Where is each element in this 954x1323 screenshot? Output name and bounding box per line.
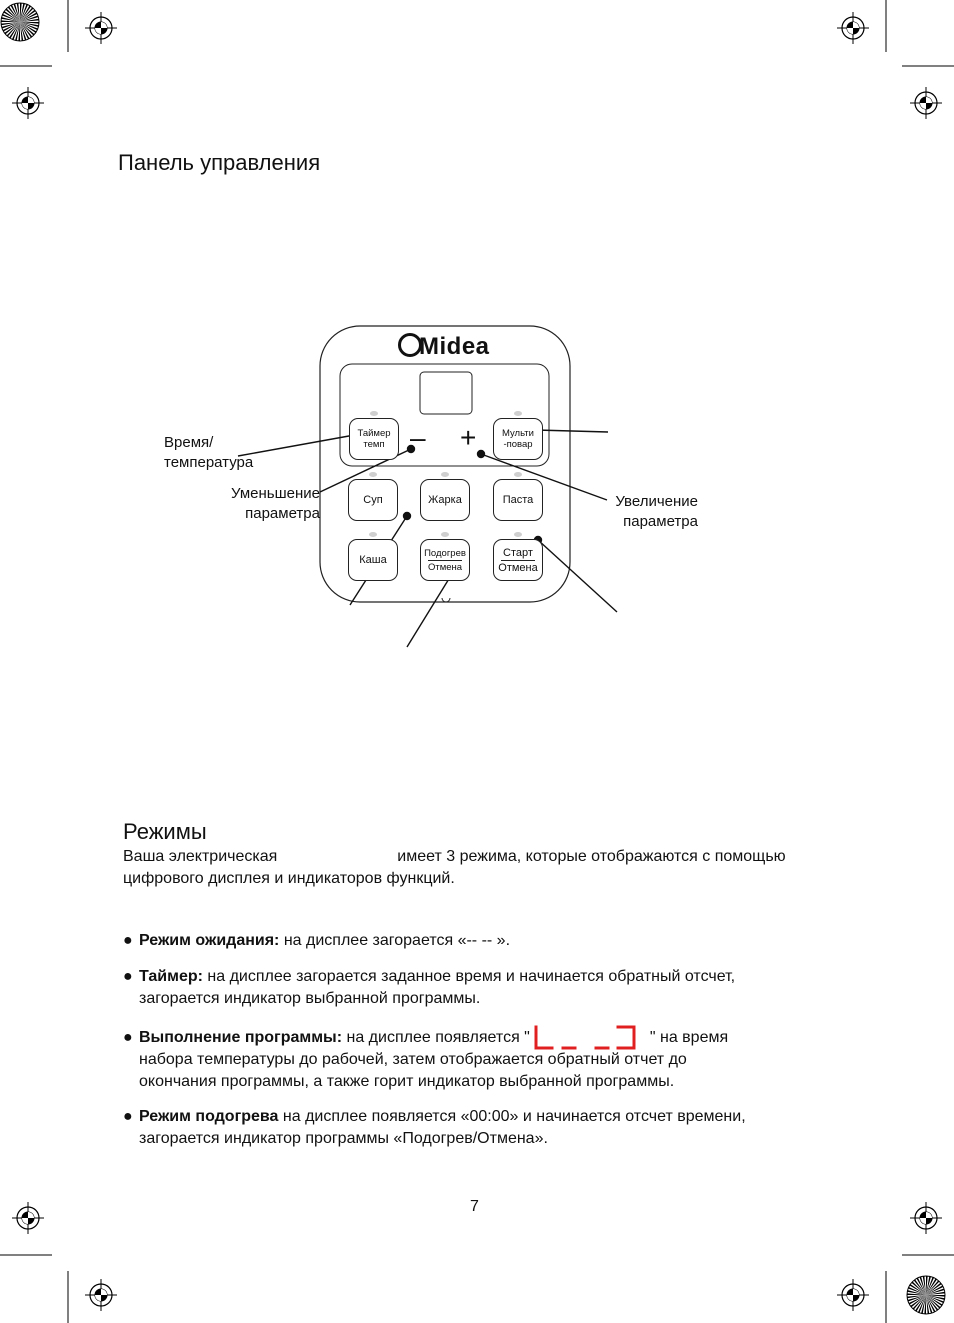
mode-standby: ● Режим ожидания: на дисплее загорается «-- -- ». — [123, 930, 843, 952]
timer-temp-button[interactable]: Таймер темп — [349, 418, 399, 460]
callout-increase: Увеличение параметра — [615, 493, 698, 530]
modes-intro: Ваша электрическая имеет 3 режима, которые отображаются с помощью цифрового дисплея и индикаторов функций. — [123, 848, 786, 887]
pasta-button[interactable]: Паста — [493, 479, 543, 521]
start-cancel-button[interactable]: Старт Отмена — [493, 539, 543, 581]
registration-mark-icon — [837, 1279, 869, 1311]
porridge-button[interactable]: Каша — [348, 539, 398, 581]
indicator-led — [514, 532, 522, 537]
multicook-button[interactable]: Мульти -повар — [493, 418, 543, 460]
registration-mark-icon — [85, 1279, 117, 1311]
indicator-led — [369, 472, 377, 477]
minus-button[interactable]: – — [410, 422, 426, 453]
soup-button[interactable]: Суп — [348, 479, 398, 521]
mode-timer: ● Таймер: на дисплее загорается заданное время и начинается обратный отсчет, загорается индикатор выбранной программы. — [123, 968, 736, 1007]
indicator-led — [514, 411, 522, 416]
fry-button[interactable]: Жарка — [420, 479, 470, 521]
brand-logo: Midea — [398, 333, 490, 361]
page-number: 7 — [470, 1198, 479, 1215]
mode-running: ● Выполнение программы: на дисплее появляется " " на время набора температуры до рабочей, затем отображается обратный отчет до окончания программы, а также горит индикатор выбранной программы. — [123, 1027, 843, 1093]
mode-warm: ● Режим подогрева на дисплее появляется «00:00» и начинается отсчет времени, загорается индикатор программы «Подогрев/Отмена». — [123, 1108, 746, 1147]
callout-decrease: Уменьшение параметра — [231, 485, 320, 522]
indicator-led — [441, 472, 449, 477]
plus-button[interactable]: + — [460, 422, 477, 453]
modes-section-title: Режимы — [123, 819, 207, 844]
registration-mark-icon — [12, 1202, 44, 1234]
starburst-calibration-icon — [907, 1276, 945, 1314]
indicator-led — [369, 532, 377, 537]
bullet-dot-icon: ● — [123, 1108, 133, 1125]
panel-section-title: Панель управления — [118, 150, 321, 175]
bullet-dot-icon: ● — [123, 968, 133, 985]
indicator-led — [441, 532, 449, 537]
warm-cancel-button[interactable]: Подогрев Отмена — [420, 539, 470, 581]
indicator-led — [370, 411, 378, 416]
indicator-led — [514, 472, 522, 477]
registration-mark-icon — [910, 1202, 942, 1234]
bullet-dot-icon: ● — [123, 1029, 133, 1046]
segment-display-icon — [530, 1025, 650, 1051]
bullet-dot-icon: ● — [123, 932, 133, 949]
callout-time-temperature: Время/ температура — [164, 434, 254, 471]
